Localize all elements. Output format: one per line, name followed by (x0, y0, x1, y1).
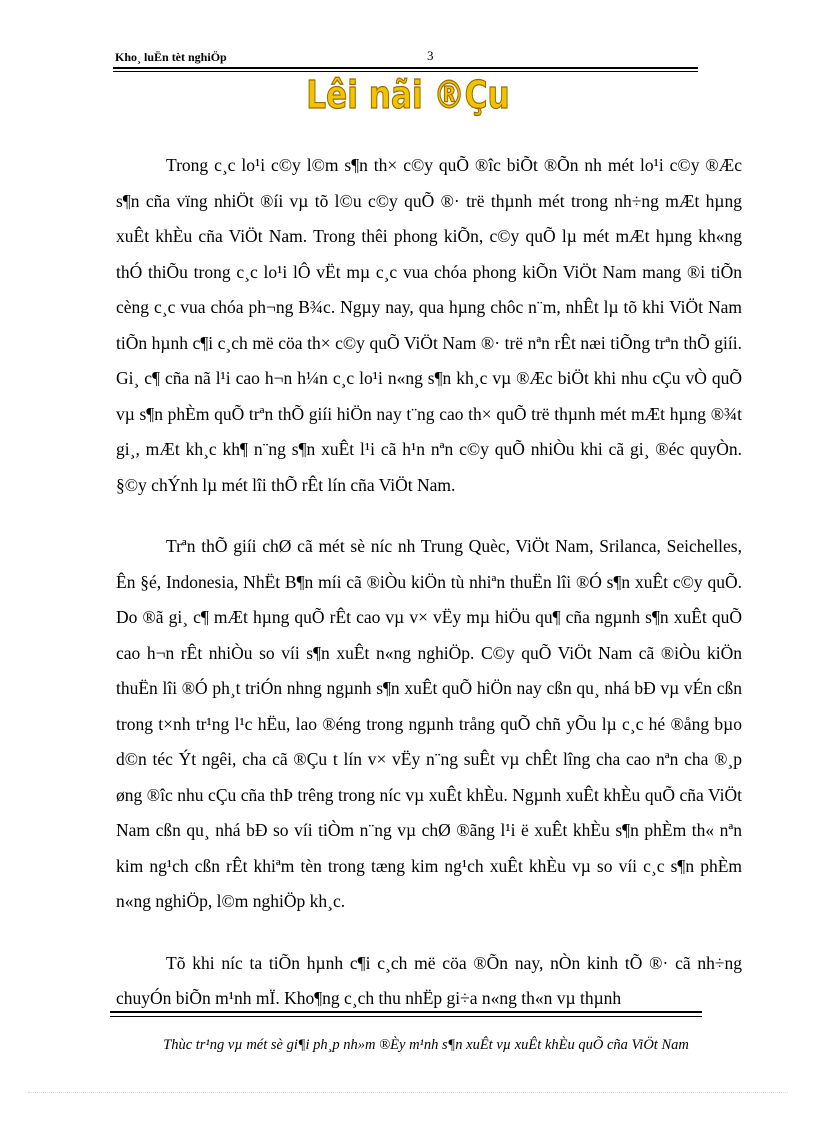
page-number: 3 (427, 48, 434, 63)
page-bottom-border (28, 1092, 788, 1093)
footer-rule (110, 1011, 702, 1013)
footer-rule-thin (110, 1016, 702, 1017)
page-header (113, 48, 698, 70)
header-rule (113, 67, 698, 69)
paragraph-2: Trªn thÕ giíi chØ cã mét sè níc nh Trung Quèc, ViÖt Nam, Srilanca, Seichelles, Ên §é, Indonesia, NhËt B¶n míi cã ®iÒu kiÖn tù nhiªn thuËn lîi ®Ó s¶n xuÊt c©y quÕ. Do ®ã gi¸ c¶ mÆt hµng quÕ rÊt cao vµ v× vËy mµ hiÖu qu¶ cña ngµnh s¶n xuÊt quÕ cao h¬n rÊt nhiÒu so víi s¶n xuÊt n«ng nghiÖp. C©y quÕ ViÖt Nam cã ®iÒu kiÖn thuËn lîi ®Ó ph¸t triÓn nhng ngµnh s¶n xuÊt quÕ hiÖn nay cßn qu¸ nhá bÐ vµ vÉn cßn trong t×nh tr¹ng l¹c hËu, lao ®éng trong ngµnh trång quÕ chñ yÕu lµ c¸c hé ®ång bµo d©n téc Ýt ngêi, cha cã ®Çu t lín v× vËy n¨ng suÊt vµ chÊt lîng cha cao nªn cha ®¸p øng ®îc nhu cÇu cña thÞ trêng trong níc vµ xuÊt khÈu. Ngµnh xuÊt khÈu quÕ cña ViÖt Nam cßn qu¸ nhá bÐ so víi tiÒm n¨ng vµ chØ ®ãng l¹i ë xuÊt khÈu s¶n phÈm th« nªn kim ng¹ch cßn rÊt khiªm tèn trong tæng kim ng¹ch xuÊt khÈu vµ so víi c¸c s¶n phÈm n«ng nghiÖp, l©m nghiÖp kh¸c. (116, 536, 742, 911)
title-text: Lêi nãi ®Çu (306, 74, 510, 118)
title-wordart (290, 70, 526, 118)
document-title (290, 70, 526, 118)
page-footer: Thùc tr¹ng vµ mét sè gi¶i ph¸p nh»m ®Èy m¹nh s¶n xuÊt vµ xuÊt khÈu quÕ cña ViÖt Nam (163, 1037, 689, 1053)
header-title: Kho¸ luËn tèt nghiÖp (115, 50, 227, 64)
paragraph-3: Tõ khi níc ta tiÕn hµnh c¶i c¸ch më cöa ®Õn nay, nÒn kinh tÕ ®· cã nh÷ng chuyÓn biÕn m¹nh mÏ. Kho¶ng c¸ch thu nhËp gi÷a n«ng th«n vµ thµnh (116, 952, 742, 1008)
body-text (116, 148, 742, 1043)
paragraph-1: Trong c¸c lo¹i c©y l©m s¶n th× c©y quÕ ®îc biÕt ®Õn nh mét lo¹i c©y ®Æc s¶n cña vïng nhiÖt ®íi vµ tõ l©u c©y quÕ ®· trë thµnh mét trong nh÷ng mÆt hµng xuÊt khÈu cña ViÖt Nam. Trong thêi phong kiÕn, c©y quÕ lµ mét mÆt hµng kh«ng thÓ thiÕu trong c¸c lo¹i lÔ vËt mµ c¸c vua chóa phong kiÕn ViÖt Nam mang ®i tiÕn cèng c¸c vua chóa ph¬ng B¾c. Ngµy nay, qua hµng chôc n¨m, nhÊt lµ tõ khi ViÖt Nam tiÕn hµnh c¶i c¸ch më cöa th× c©y quÕ ViÖt Nam ®· trë nªn rÊt næi tiÕng trªn thÕ giíi. Gi¸ c¶ cña nã l¹i cao h¬n h¼n c¸c lo¹i n«ng s¶n kh¸c vµ ®Æc biÖt khi nhu cÇu vÒ quÕ vµ s¶n phÈm quÕ trªn thÕ giíi hiÖn nay t¨ng cao th× quÕ trë thµnh mét mÆt hµng ®¾t gi¸, mÆt kh¸c kh¶ n¨ng s¶n xuÊt l¹i cã h¹n nªn c©y quÕ nhiÒu khi cã gi¸ ®éc quyÒn. §©y chÝnh lµ mét lîi thÕ rÊt lín cña ViÖt Nam. (116, 155, 742, 495)
